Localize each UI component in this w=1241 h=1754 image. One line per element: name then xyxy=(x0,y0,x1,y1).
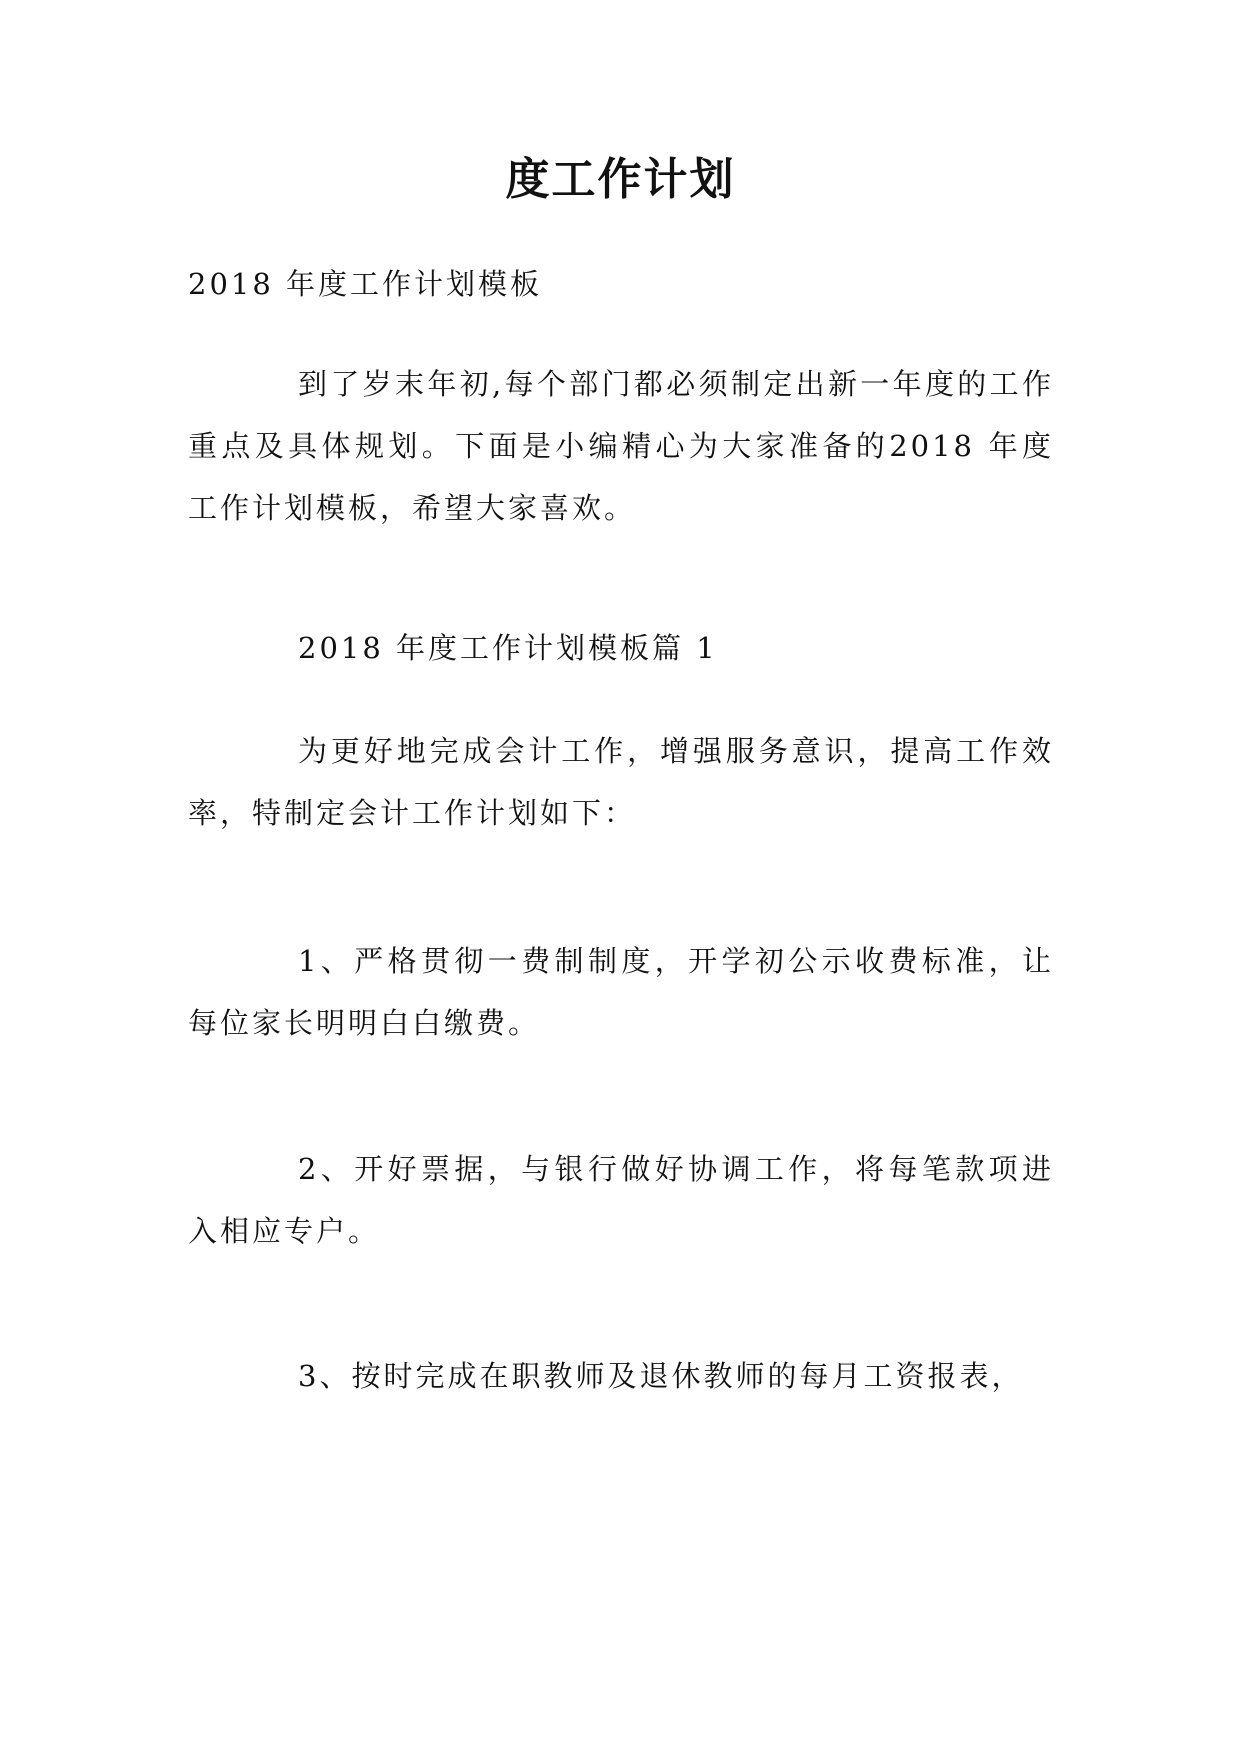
list-item: 1、严格贯彻一费制制度，开学初公示收费标准，让每位家长明明白白缴费。 xyxy=(188,944,1054,1040)
section-heading: 2018 年度工作计划模板篇 1 xyxy=(298,631,718,665)
document-title: 度工作计划 xyxy=(505,154,736,205)
section-intro-paragraph: 为更好地完成会计工作，增强服务意识，提高工作效率，特制定会计工作计划如下： xyxy=(188,734,1054,830)
document-subtitle: 2018 年度工作计划模板 xyxy=(188,267,543,301)
list-item: 2、开好票据，与银行做好协调工作，将每笔款项进入相应专户。 xyxy=(188,1152,1054,1248)
intro-paragraph: 到了岁末年初,每个部门都必须制定出新一年度的工作重点及具体规划。下面是小编精心为大家准备的2018 年度工作计划模板，希望大家喜欢。 xyxy=(188,367,1054,525)
list-item: 3、按时完成在职教师及退休教师的每月工资报表， xyxy=(298,1359,1024,1393)
